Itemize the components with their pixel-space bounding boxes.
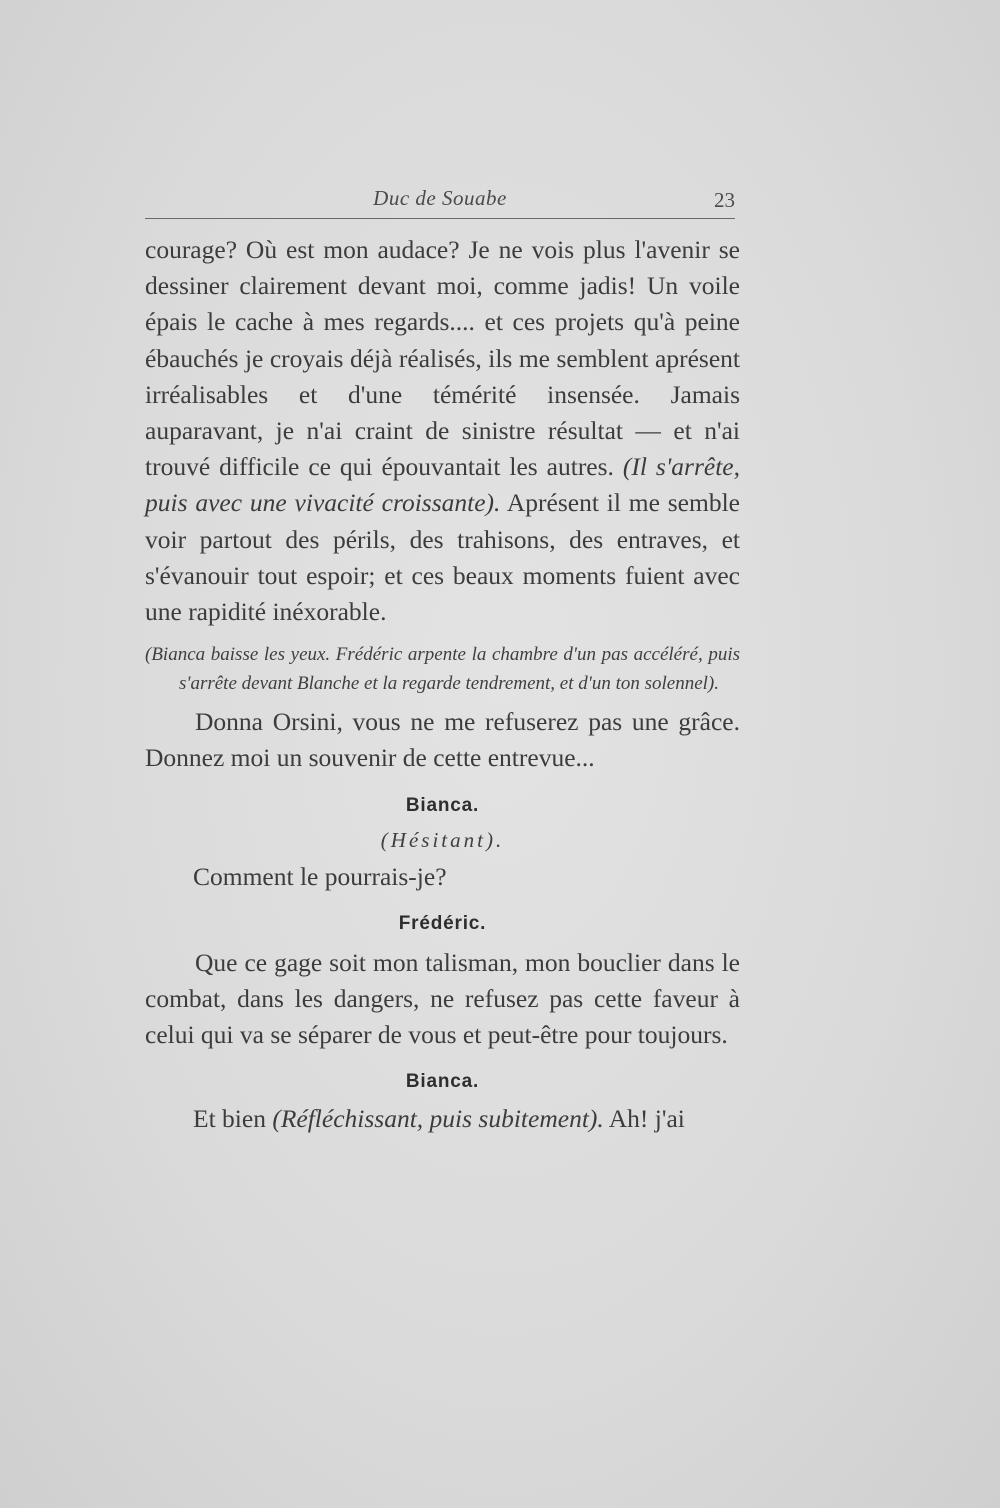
speech-et-bien	[145, 1101, 740, 1137]
running-head	[145, 182, 735, 216]
text-block	[145, 232, 740, 1138]
paragraph-1-text-a: courage? Où est mon audace? Je ne vois plus l'avenir se dessiner clairement devant moi, comme jadis! Un voile épais le cache à mes regards.... et ces projets qu'à peine ébauchés je croyais déjà réalisés, ils me semblent aprésent irréalisables et d'une témérité insensée. Jamais auparavant, je n'ai craint de sinistre résultat — et n'ai trouvé difficile ce qui épouvantait les autres.	[145, 235, 740, 482]
speech-comment: Comment le pourrais-je?	[193, 861, 447, 891]
stage-direction: (Bianca baisse les yeux. Frédéric arpente la chambre d'un pas accéléré, puis s'arrête devant Blanche et la regarde tendrement, et d'un ton solennel).	[145, 644, 740, 695]
speech-et-bien-italic: (Réfléchissant, puis subitement).	[272, 1104, 604, 1134]
paragraph-1-text-b: Aprésent il me semble voir partout des périls, des trahisons, des entraves, et s'évanouir tout espoir; et ces beaux moments fuient avec une rapidité inéxorable.	[145, 488, 740, 627]
paragraph-1	[145, 232, 740, 630]
speech-et-bien-text-a: Et bien	[193, 1104, 273, 1134]
page-number: 23	[714, 188, 735, 212]
speaker-direction-hesitant: (Hésitant).	[380, 827, 505, 852]
speaker-frederic: Frédéric.	[398, 912, 487, 934]
speech-talisman: Que ce gage soit mon talisman, mon bouclier dans le combat, dans les dangers, ne refusez pas cette faveur à celui qui va se séparer de vous et peut-être pour toujours.	[145, 947, 740, 1050]
speech-et-bien-text-b: Ah! j'ai	[603, 1104, 685, 1134]
running-title: Duc de Souabe	[373, 186, 507, 210]
speaker-bianca-2: Bianca.	[405, 1071, 480, 1093]
speech-donna-orsini: Donna Orsini, vous ne me refuserez pas une grâce. Donnez moi un souvenir de cette entrevue...	[145, 707, 740, 773]
paragraph-1-italic: (Il s'arrête, puis avec une vivacité croissante).	[145, 452, 740, 518]
header-rule	[145, 218, 735, 219]
speaker-bianca-1: Bianca.	[405, 794, 480, 816]
